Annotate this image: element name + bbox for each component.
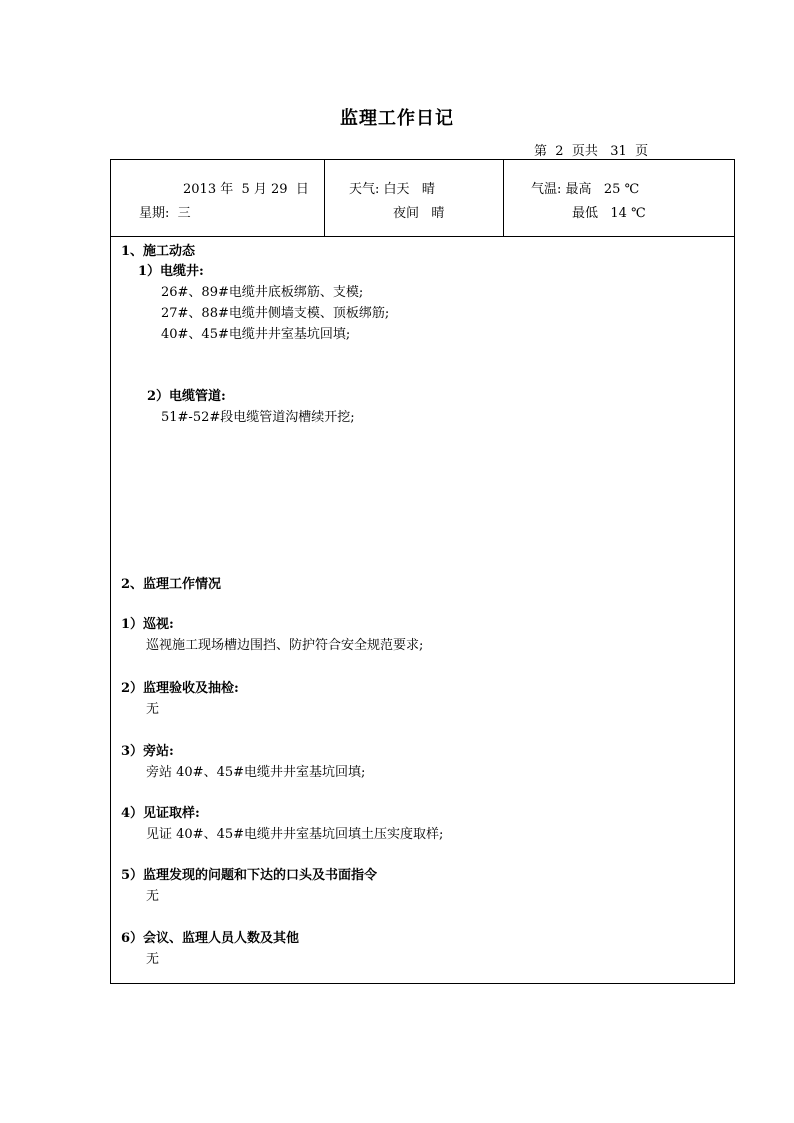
side-station-title: 3）旁站: — [121, 744, 174, 759]
temperature-low: 最低 14 ℃ — [572, 206, 646, 221]
weekday-field: 星期: 三 — [139, 206, 191, 221]
patrol-content: 巡视施工现场槽边围挡、防护符合安全规范要求; — [146, 638, 424, 653]
cable-well-line: 26#、89#电缆井底板绑筋、支模; — [161, 285, 364, 300]
issues-instructions-title: 5）监理发现的问题和下达的口头及书面指令 — [121, 868, 378, 883]
inspection-content: 无 — [146, 702, 160, 717]
header-row — [111, 160, 734, 237]
meeting-staff-content: 无 — [146, 952, 160, 967]
cable-well-line: 40#、45#电缆井井室基坑回填; — [161, 327, 351, 342]
page-current: 2 — [555, 144, 564, 159]
witness-sampling-title: 4）见证取样: — [121, 806, 200, 821]
page-suffix: 页 — [635, 144, 649, 159]
cable-duct-line: 51#-52#段电缆管道沟槽续开挖; — [161, 410, 355, 425]
inspection-title: 2）监理验收及抽检: — [121, 681, 239, 696]
header-divider-2 — [503, 160, 504, 237]
page-prefix: 第 — [534, 144, 548, 159]
weather-day: 天气: 白天 晴 — [349, 182, 435, 197]
cable-duct-title: 2）电缆管道: — [147, 389, 226, 404]
weather-night: 夜间 晴 — [393, 206, 445, 221]
patrol-title: 1）巡视: — [121, 617, 174, 632]
date-field: 2013 年 5 月 29 日 — [183, 182, 309, 197]
diary-title: 监理工作日记 — [340, 108, 454, 129]
page-total: 31 — [610, 144, 627, 159]
cable-well-title: 1）电缆井: — [138, 264, 204, 279]
witness-sampling-content: 见证 40#、45#电缆井井室基坑回填土压实度取样; — [146, 827, 444, 842]
side-station-content: 旁站 40#、45#电缆井井室基坑回填; — [146, 765, 366, 780]
page-indicator — [534, 140, 648, 159]
page-middle: 页共 — [571, 144, 598, 159]
issues-instructions-content: 无 — [146, 889, 160, 904]
meeting-staff-title: 6）会议、监理人员人数及其他 — [121, 931, 300, 946]
cable-well-line: 27#、88#电缆井侧墙支模、顶板绑筋; — [161, 306, 390, 321]
header-divider-1 — [324, 160, 325, 237]
section2-heading: 2、监理工作情况 — [121, 577, 222, 592]
diary-table — [110, 159, 735, 984]
section1-heading: 1、施工动态 — [121, 244, 196, 259]
temperature-high: 气温: 最高 25 ℃ — [531, 182, 640, 197]
